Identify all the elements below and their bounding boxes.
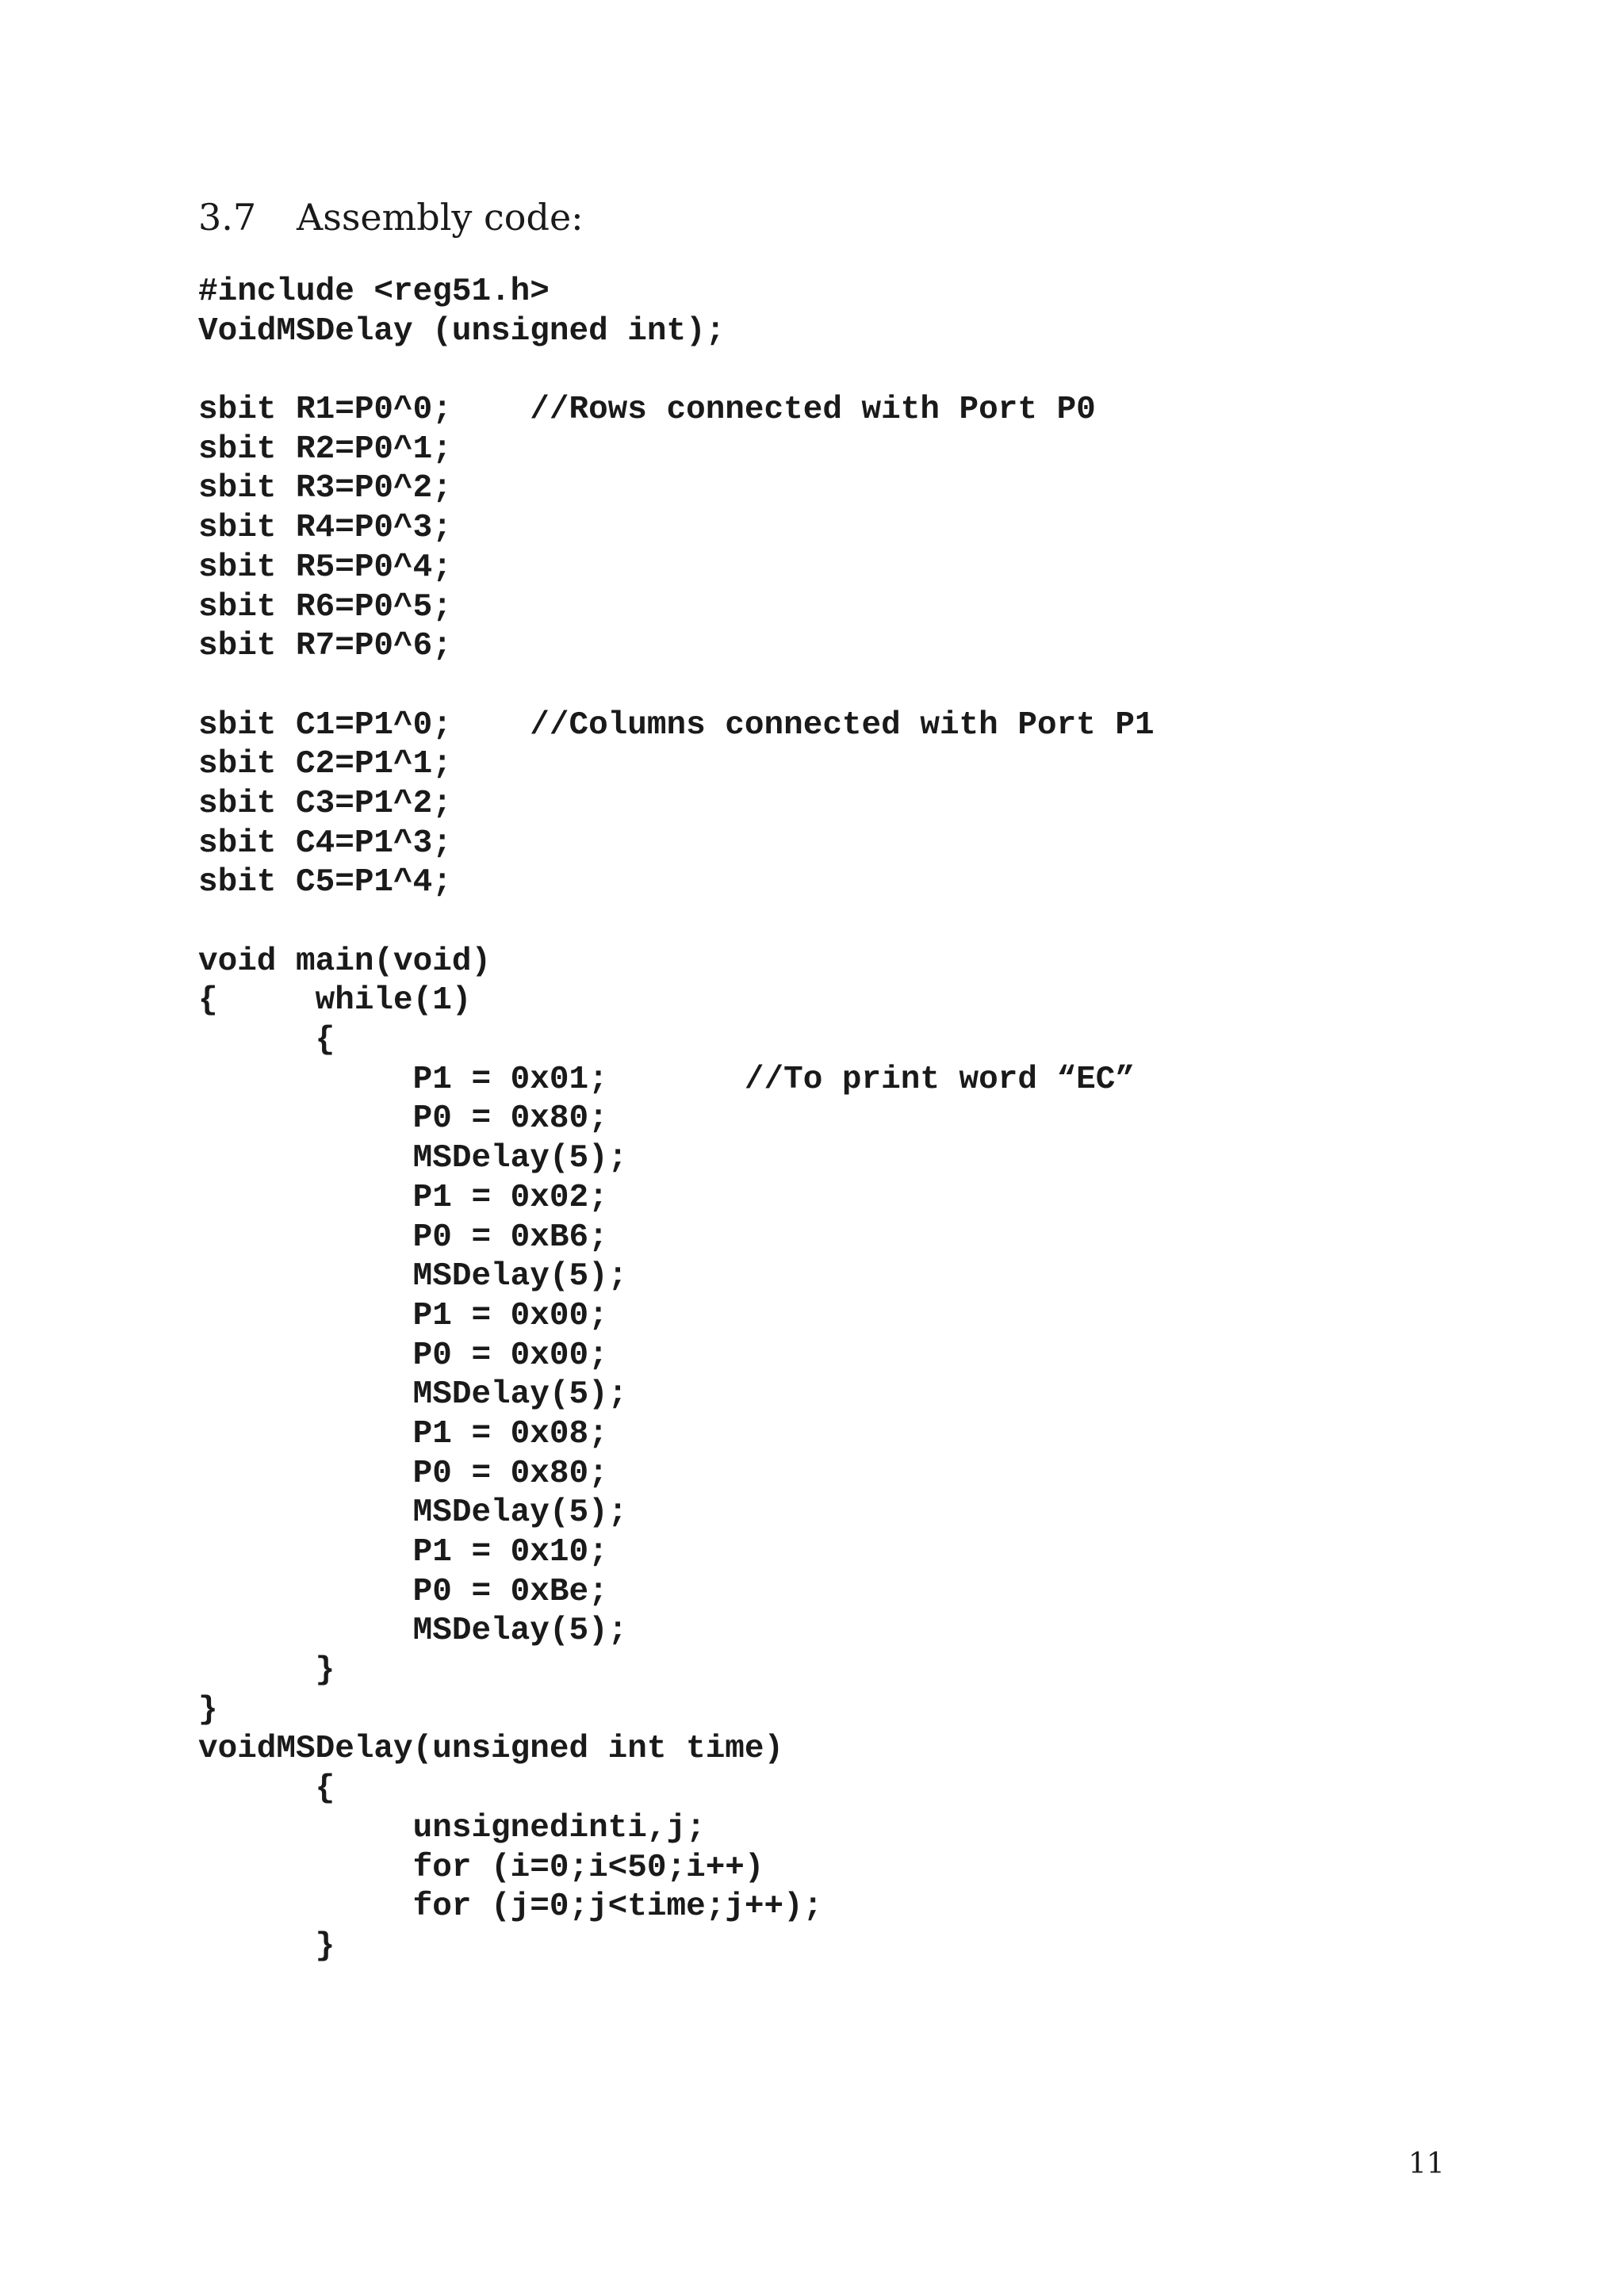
code-line: MSDelay(5); — [198, 1258, 628, 1295]
code-line: MSDelay(5); — [198, 1376, 628, 1414]
code-line: for (i=0;i<50;i++) — [198, 1849, 764, 1886]
page-number: 11 — [1408, 2148, 1445, 2180]
code-line — [198, 351, 1155, 391]
code-line: P0 = 0x00; — [198, 1337, 608, 1374]
code-line: } — [198, 1691, 218, 1728]
code-line: sbit C3=P1^2; — [198, 785, 452, 822]
code-line: sbit R4=P0^3; — [198, 510, 452, 547]
code-line: } — [198, 1927, 335, 1965]
code-line: for (j=0;j<time;j++); — [198, 1888, 823, 1926]
code-line: sbit C1=P1^0; //Columns connected with Port P1 — [198, 706, 1155, 744]
code-line: sbit R3=P0^2; — [198, 470, 452, 507]
code-line: P0 = 0xBe; — [198, 1573, 608, 1610]
section-heading — [198, 193, 584, 241]
code-line: unsignedinti,j; — [198, 1809, 706, 1846]
code-line: P1 = 0x10; — [198, 1534, 608, 1571]
code-line — [198, 667, 1155, 706]
code-line: MSDelay(5); — [198, 1494, 628, 1532]
code-line: sbit C4=P1^3; — [198, 825, 452, 862]
code-line: { — [198, 1022, 335, 1059]
code-line: P1 = 0x00; — [198, 1297, 608, 1334]
code-line — [198, 903, 1155, 943]
code-line: sbit R2=P0^1; — [198, 430, 452, 468]
section-number: 3.7 — [198, 196, 257, 239]
code-line: sbit C5=P1^4; — [198, 864, 452, 901]
code-line: } — [198, 1652, 335, 1689]
code-line: VoidMSDelay (unsigned int); — [198, 312, 726, 350]
code-line: MSDelay(5); — [198, 1140, 628, 1177]
code-line: sbit C2=P1^1; — [198, 746, 452, 783]
code-line: sbit R6=P0^5; — [198, 588, 452, 626]
code-line: P1 = 0x02; — [198, 1179, 608, 1216]
code-line: P0 = 0x80; — [198, 1455, 608, 1492]
code-line: sbit R1=P0^0; //Rows connected with Port P0 — [198, 392, 1096, 429]
section-title: Assembly code: — [297, 196, 584, 239]
code-line: sbit R7=P0^6; — [198, 628, 452, 665]
code-line: { while(1) — [198, 982, 472, 1020]
code-line: sbit R5=P0^4; — [198, 549, 452, 586]
code-line: voidMSDelay(unsigned int time) — [198, 1731, 784, 1768]
code-line: #include <reg51.h> — [198, 274, 550, 310]
code-line: P0 = 0x80; — [198, 1100, 608, 1138]
code-line: P1 = 0x08; — [198, 1415, 608, 1452]
code-line: void main(void) — [198, 943, 492, 980]
code-line: MSDelay(5); — [198, 1613, 628, 1650]
code-line: P0 = 0xB6; — [198, 1219, 608, 1256]
code-line: { — [198, 1770, 335, 1808]
code-line: P1 = 0x01; //To print word “EC” — [198, 1061, 1135, 1098]
code-listing — [198, 273, 1155, 1967]
